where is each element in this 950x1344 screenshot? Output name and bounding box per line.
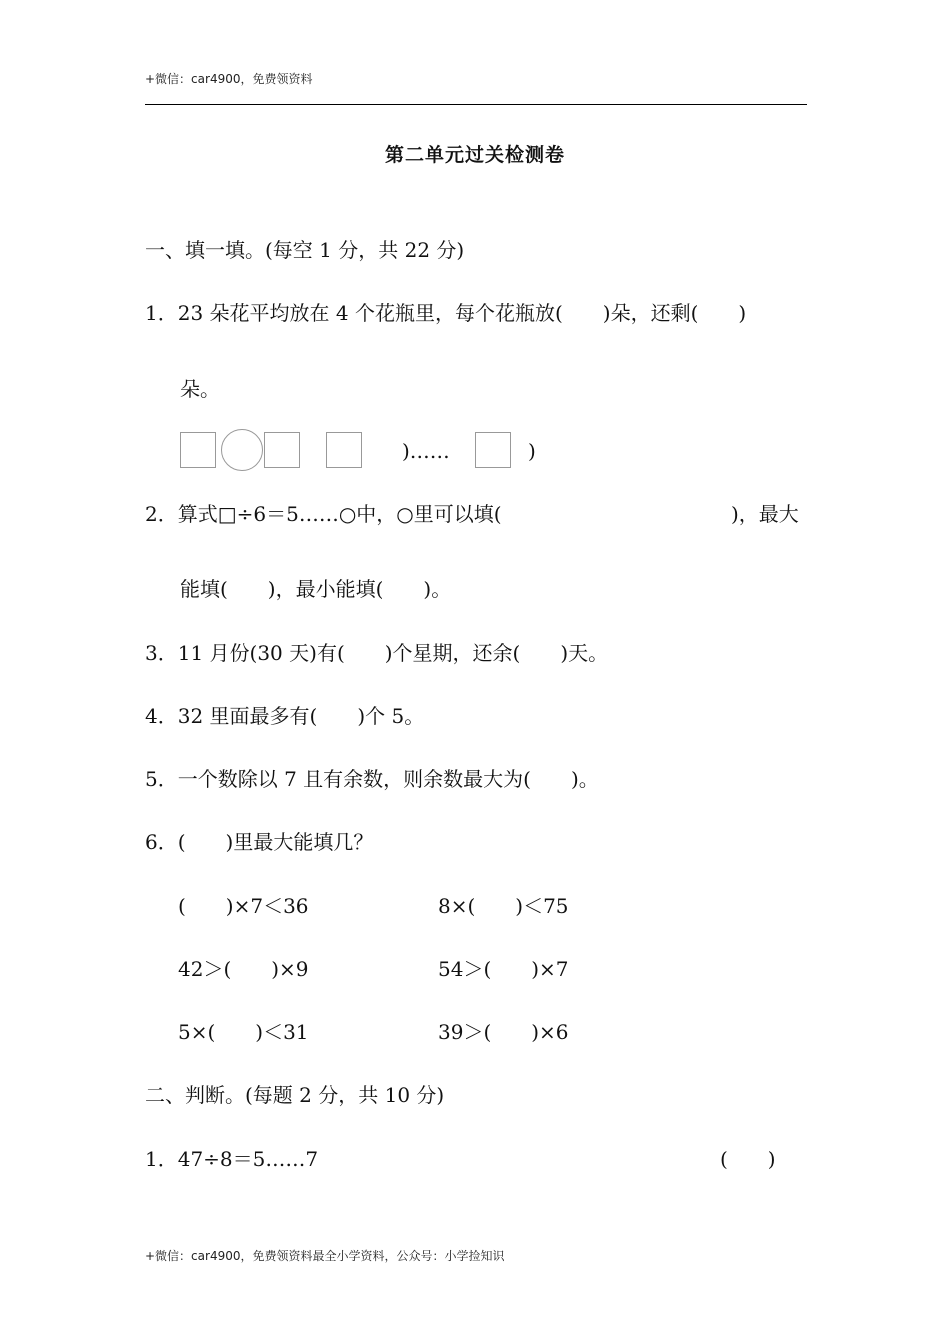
q6-item: 5×( )＜31 (178, 1020, 309, 1044)
question-2-line1: 2．算式□÷6＝5……○中，○里可以填( (145, 502, 502, 526)
quotient-box[interactable] (326, 432, 362, 468)
q6-item: ( )×7＜36 (178, 894, 309, 918)
divisor-box[interactable] (264, 432, 300, 468)
section1-heading: 一、填一填。(每空 1 分，共 22 分) (145, 238, 465, 262)
header-divider (145, 104, 807, 105)
page-title: 第二单元过关检测卷 (384, 144, 565, 166)
question-5: 5．一个数除以 7 且有余数，则余数最大为( )。 (145, 767, 599, 791)
judge-question-1: 1．47÷8＝5……7 (145, 1147, 319, 1171)
question-6: 6．( )里最大能填几？ (145, 830, 374, 854)
remainder-box[interactable] (475, 432, 511, 468)
division-circle[interactable] (221, 429, 263, 471)
question-2-line1-end: )，最大 (731, 502, 799, 526)
question-1-line2: 朵。 (180, 377, 220, 401)
question-3: 3．11 月份(30 天)有( )个星期，还余( )天。 (145, 641, 609, 665)
judge-answer-paren[interactable]: ( ) (720, 1147, 776, 1171)
dividend-box[interactable] (180, 432, 216, 468)
closing-paren: ) (528, 439, 536, 463)
q6-item: 8×( )＜75 (438, 894, 569, 918)
page-footer: +微信：car4900，免费领资料最全小学资料，公众号：小学捡知识 (145, 1249, 505, 1263)
question-2-line2: 能填( )，最小能填( )。 (180, 577, 452, 601)
question-4: 4．32 里面最多有( )个 5。 (145, 704, 425, 728)
section2-heading: 二、判断。(每题 2 分，共 10 分) (145, 1083, 445, 1107)
page-header: +微信：car4900，免费领资料 (145, 72, 313, 86)
ellipsis-text: )…… (402, 439, 450, 463)
q6-item: 39＞( )×6 (438, 1020, 569, 1044)
q6-item: 42＞( )×9 (178, 957, 309, 981)
q6-item: 54＞( )×7 (438, 957, 569, 981)
question-1-line1: 1．23 朵花平均放在 4 个花瓶里，每个花瓶放( )朵，还剩( ) (145, 301, 747, 325)
